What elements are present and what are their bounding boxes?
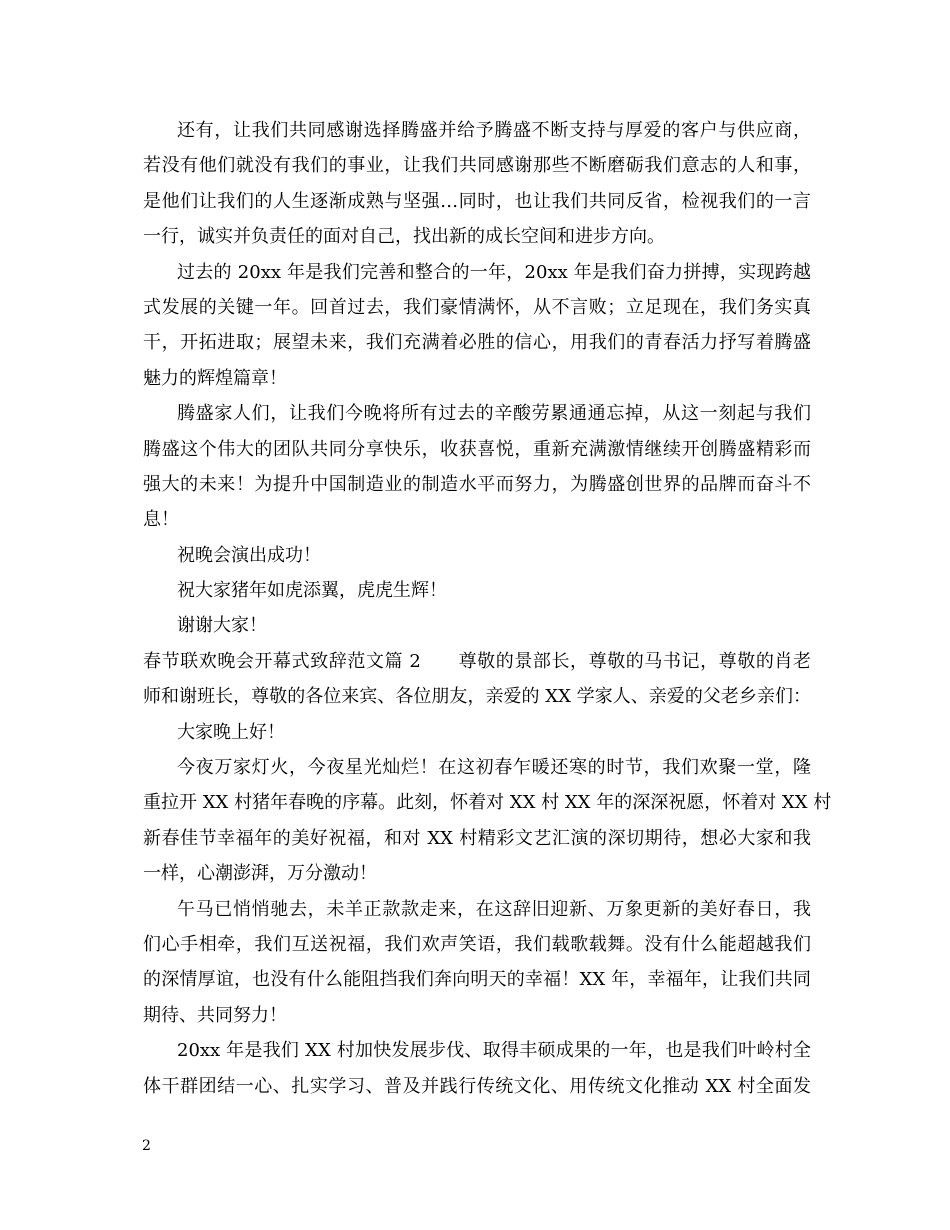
text-line: 干，开拓进取；展望未来，我们充满着必胜的信心，用我们的青春活力抒写着腾盛: [143, 332, 811, 354]
text-line: 新春佳节幸福年的美好祝福，和对 XX 村精彩文艺汇演的深切期待，想必大家和我: [143, 827, 811, 849]
text-line: 师和谢班长，尊敬的各位来宾、各位朋友，亲爱的 XX 学家人、亲爱的父老乡亲们：: [143, 686, 811, 708]
text-line: 还有，让我们共同感谢选择腾盛并给予腾盛不断支持与厚爱的客户与供应商，: [177, 120, 811, 141]
text-line: 的深情厚谊，也没有什么能阻挡我们奔向明天的幸福！XX 年，幸福年，让我们共同: [143, 969, 811, 991]
text-line: 体干群团结一心、扎实学习、普及并践行传统文化、用传统文化推动 XX 村全面发: [143, 1075, 811, 1097]
text-line: 今夜万家灯火，今夜星光灿烂！在这初春乍暖还寒的时节，我们欢聚一堂，隆: [177, 757, 811, 779]
text-line: 腾盛这个伟大的团队共同分享快乐，收获喜悦，重新充满激情继续开创腾盛精彩而: [143, 438, 811, 460]
text-line: 魅力的辉煌篇章！: [143, 367, 287, 389]
text-line: 祝大家猪年如虎添翼，虎虎生辉！: [177, 580, 447, 602]
text-line: 20xx 年是我们 XX 村加快发展步伐、取得丰硕成果的一年，也是我们叶岭村全: [177, 1040, 811, 1062]
text-line: 谢谢大家！: [177, 615, 267, 637]
text-line: 过去的 20xx 年是我们完善和整合的一年，20xx 年是我们奋力拼搏，实现跨越: [177, 261, 811, 283]
text-line: 午马已悄悄驰去，未羊正款款走来，在这辞旧迎新、万象更新的美好春日，我: [177, 898, 811, 920]
text-line: 式发展的关键一年。回首过去，我们豪情满怀，从不言败；立足现在，我们务实真: [143, 296, 811, 318]
text-line: 重拉开 XX 村猪年春晚的序幕。此刻，怀着对 XX 村 XX 年的深深祝愿，怀着对 XX 村: [143, 792, 832, 814]
text-line: 一行，诚实并负责任的面对自己，找出新的成长空间和进步方向。: [143, 226, 665, 248]
text-line: 祝晚会演出成功！: [177, 544, 321, 566]
text-line: 腾盛家人们，让我们今晚将所有过去的辛酸劳累通通忘掉，从这一刻起与我们: [177, 403, 811, 425]
text-line: 春节联欢晚会开幕式致辞范文篇 2 尊敬的景部长，尊敬的马书记，尊敬的肖老: [143, 650, 811, 672]
text-line: 强大的未来！为提升中国制造业的制造水平而努力，为腾盛创世界的品牌而奋斗不: [143, 473, 811, 495]
text-line: 息！: [143, 509, 179, 531]
text-line: 们心手相牵，我们互送祝福，我们欢声笑语，我们载歌载舞。没有什么能超越我们: [143, 933, 811, 955]
text-line: 大家晚上好！: [177, 721, 285, 743]
text-line: 期待、共同努力！: [143, 1004, 287, 1026]
text-line: 是他们让我们的人生逐渐成熟与坚强…同时，也让我们共同反省，检视我们的一言: [143, 190, 811, 212]
text-line: 一样，心潮澎湃，万分激动！: [143, 863, 377, 885]
document-body: [143, 113, 832, 1104]
page-number: 2: [142, 1138, 151, 1154]
text-line: 若没有他们就没有我们的事业，让我们共同感谢那些不断磨砺我们意志的人和事，: [143, 155, 811, 177]
